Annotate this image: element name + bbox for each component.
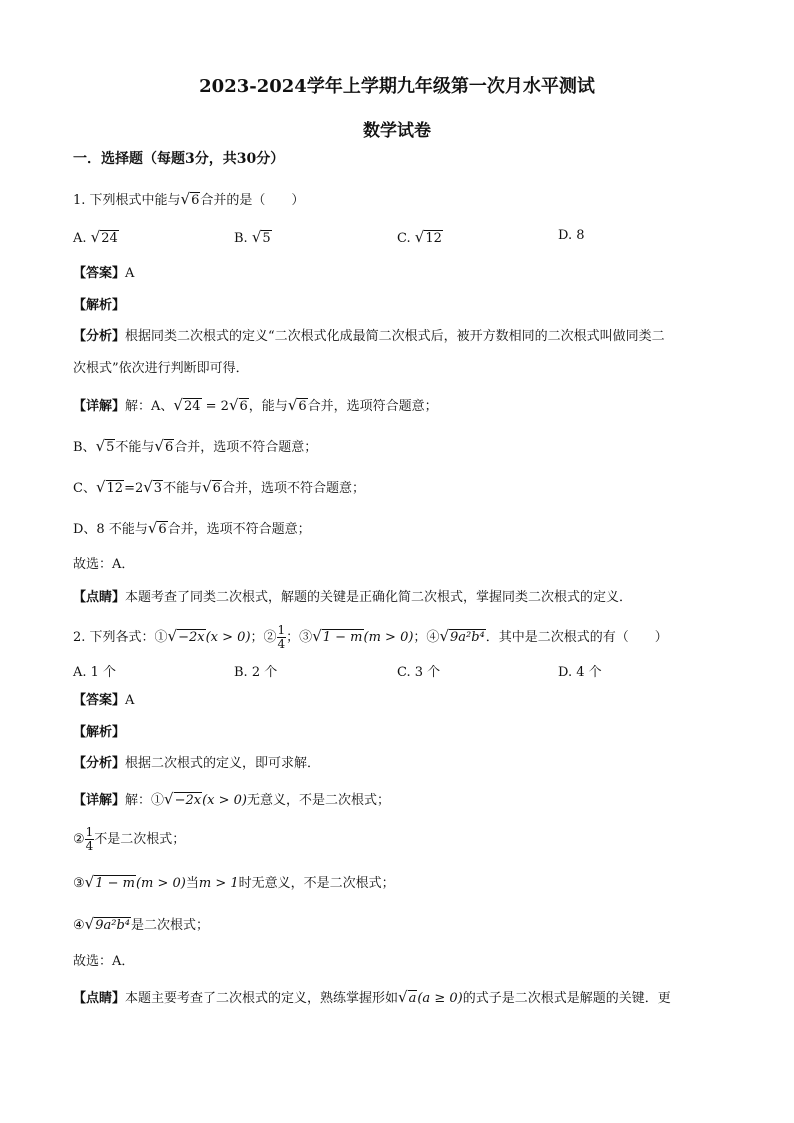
q1-choose: 故选：A． [73,557,135,572]
q1-fenxi-line1: 【分析】根据同类二次根式的定义“二次根式化成最简二次根式后，被开方数相同的二次根式叫做同类二 [73,329,665,344]
q2-option-d[interactable]: D. 4 个 [558,665,602,680]
q1-detail-c: C、√12=2√3不能与√6合并，选项不符合题意； [73,478,365,496]
q2-detail-4: ④√9a²b⁴是二次根式； [73,915,210,933]
q1-detail-b: B、√5不能与√6合并，选项不符合题意； [73,437,318,455]
q2-detail-3: ③√1 − m(m > 0)当m > 1时无意义，不是二次根式； [73,873,395,891]
q1-detail-a: 【详解】解：A、√24 = 2√6，能与√6合并，选项符合题意； [73,396,438,414]
q2-option-a[interactable]: A. 1 个 [73,665,117,680]
q1-detail-d: D、8 不能与√6合并，选项不符合题意； [73,519,311,537]
page-subtitle: 数学试卷 [363,121,431,141]
q2-analysis-tag: 【解析】 [73,725,126,740]
q1-option-b[interactable]: B. √5 [234,228,271,246]
q1-analysis-tag: 【解析】 [73,298,126,313]
q2-fenxi: 【分析】根据二次根式的定义，即可求解． [73,756,321,771]
q2-option-c[interactable]: C. 3 个 [397,665,441,680]
q1-stem: 1. 下列根式中能与√6合并的是（ ） [73,190,305,208]
q1-option-a[interactable]: A. √24 [73,228,118,246]
q2-detail-1: 【详解】解：①√−2x(x > 0)无意义，不是二次根式； [73,790,391,808]
section-heading: 一．选择题（每题3分，共30分） [73,151,285,167]
q2-choose: 故选：A． [73,954,135,969]
q2-answer: 【答案】A [73,693,135,708]
q1-fenxi-line2: 次根式”依次进行判断即可得． [73,361,249,376]
q2-dianjing: 【点睛】本题主要考查了二次根式的定义，熟练掌握形如√a(a ≥ 0)的式子是二次根式是解题的关键．更 [73,988,671,1006]
q1-dianjing: 【点睛】本题考查了同类二次根式，解题的关键是正确化简二次根式，掌握同类二次根式的定义． [73,590,633,605]
q1-option-c[interactable]: C. √12 [397,228,442,246]
q1-option-d[interactable]: D. 8 [558,228,585,243]
q2-detail-2: ② $\frac{1}{4}$ 不是二次根式； [73,825,186,853]
q2-option-b[interactable]: B. 2 个 [234,665,278,680]
page-title: 2023-2024学年上学期九年级第一次月水平测试 [199,76,595,97]
q2-stem: 2. 下列各式：①√−2x(x > 0)；② $\frac{1}{4}$ ；③√1 − m(m > 0)；④√9a²b⁴．其中是二次根式的有（ ） [73,623,668,651]
q1-answer: 【答案】A [73,266,135,281]
sqrt-6: √6 [180,190,200,208]
